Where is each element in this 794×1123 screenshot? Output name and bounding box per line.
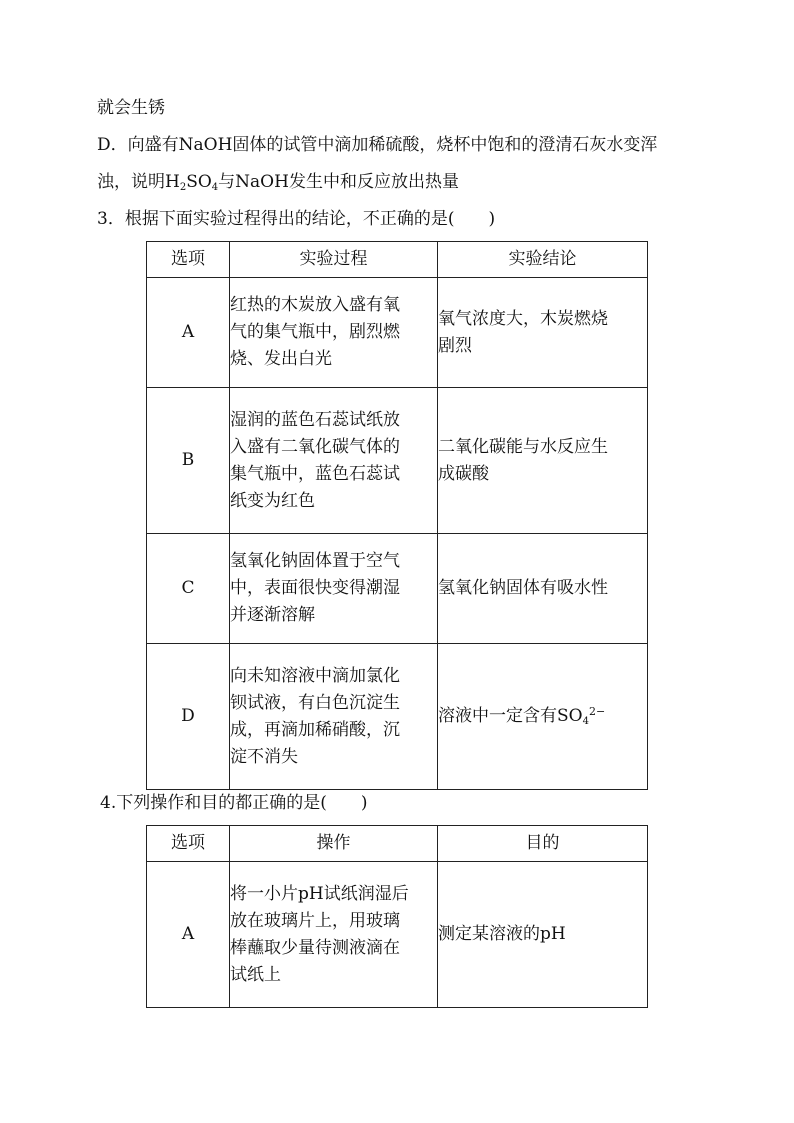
conclusion-cell: 二氧化碳能与水反应生 成碳酸 (438, 388, 648, 534)
intro-line-2: D．向盛有NaOH固体的试管中滴加稀硫酸，烧杯中饱和的澄清石灰水变浑 (97, 135, 658, 155)
header-operation: 操作 (230, 826, 438, 862)
header-option: 选项 (147, 826, 230, 862)
option-cell: C (147, 534, 230, 644)
process-cell: 湿润的蓝色石蕊试纸放 入盛有二氧化碳气体的 集气瓶中，蓝色石蕊试 纸变为红色 (230, 388, 438, 534)
process-cell: 红热的木炭放入盛有氧 气的集气瓶中，剧烈燃 烧、发出白光 (230, 278, 438, 388)
table-row (147, 278, 648, 388)
intro-line-3: 浊，说明$H_2SO_4$与NaOH发生中和反应放出热量 (97, 172, 459, 193)
conclusion-cell: 氢氧化钠固体有吸水性 (438, 534, 648, 644)
purpose-cell: 测定某溶液的pH (438, 862, 648, 1008)
option-cell: B (147, 388, 230, 534)
intro-line-1: 就会生锈 (97, 98, 165, 118)
table-row (147, 388, 648, 534)
table-row (147, 644, 648, 790)
option-cell: A (147, 862, 230, 1008)
conclusion-cell: 氧气浓度大，木炭燃烧 剧烈 (438, 278, 648, 388)
header-purpose: 目的 (438, 826, 648, 862)
question-4-stem: 4.下列操作和目的都正确的是( ) (100, 793, 368, 813)
header-process: 实验过程 (230, 242, 438, 278)
process-cell: 向未知溶液中滴加氯化 钡试液，有白色沉淀生 成，再滴加稀硝酸，沉 淀不消失 (230, 644, 438, 790)
option-cell: A (147, 278, 230, 388)
question-4-table (146, 825, 648, 1008)
process-cell: 氢氧化钠固体置于空气 中，表面很快变得潮湿 并逐渐溶解 (230, 534, 438, 644)
table-row (147, 534, 648, 644)
header-conclusion: 实验结论 (438, 242, 648, 278)
table-row (147, 862, 648, 1008)
table-header-row (147, 826, 648, 862)
option-cell: D (147, 644, 230, 790)
table-header-row (147, 242, 648, 278)
question-3-table (146, 241, 648, 790)
question-3-stem: 3．根据下面实验过程得出的结论，不正确的是( ) (97, 209, 496, 229)
conclusion-cell: 溶液中一定含有$SO_4^{2-}$ (438, 644, 648, 790)
operation-cell: 将一小片pH试纸润湿后 放在玻璃片上，用玻璃 棒蘸取少量待测液滴在 试纸上 (230, 862, 438, 1008)
header-option: 选项 (147, 242, 230, 278)
